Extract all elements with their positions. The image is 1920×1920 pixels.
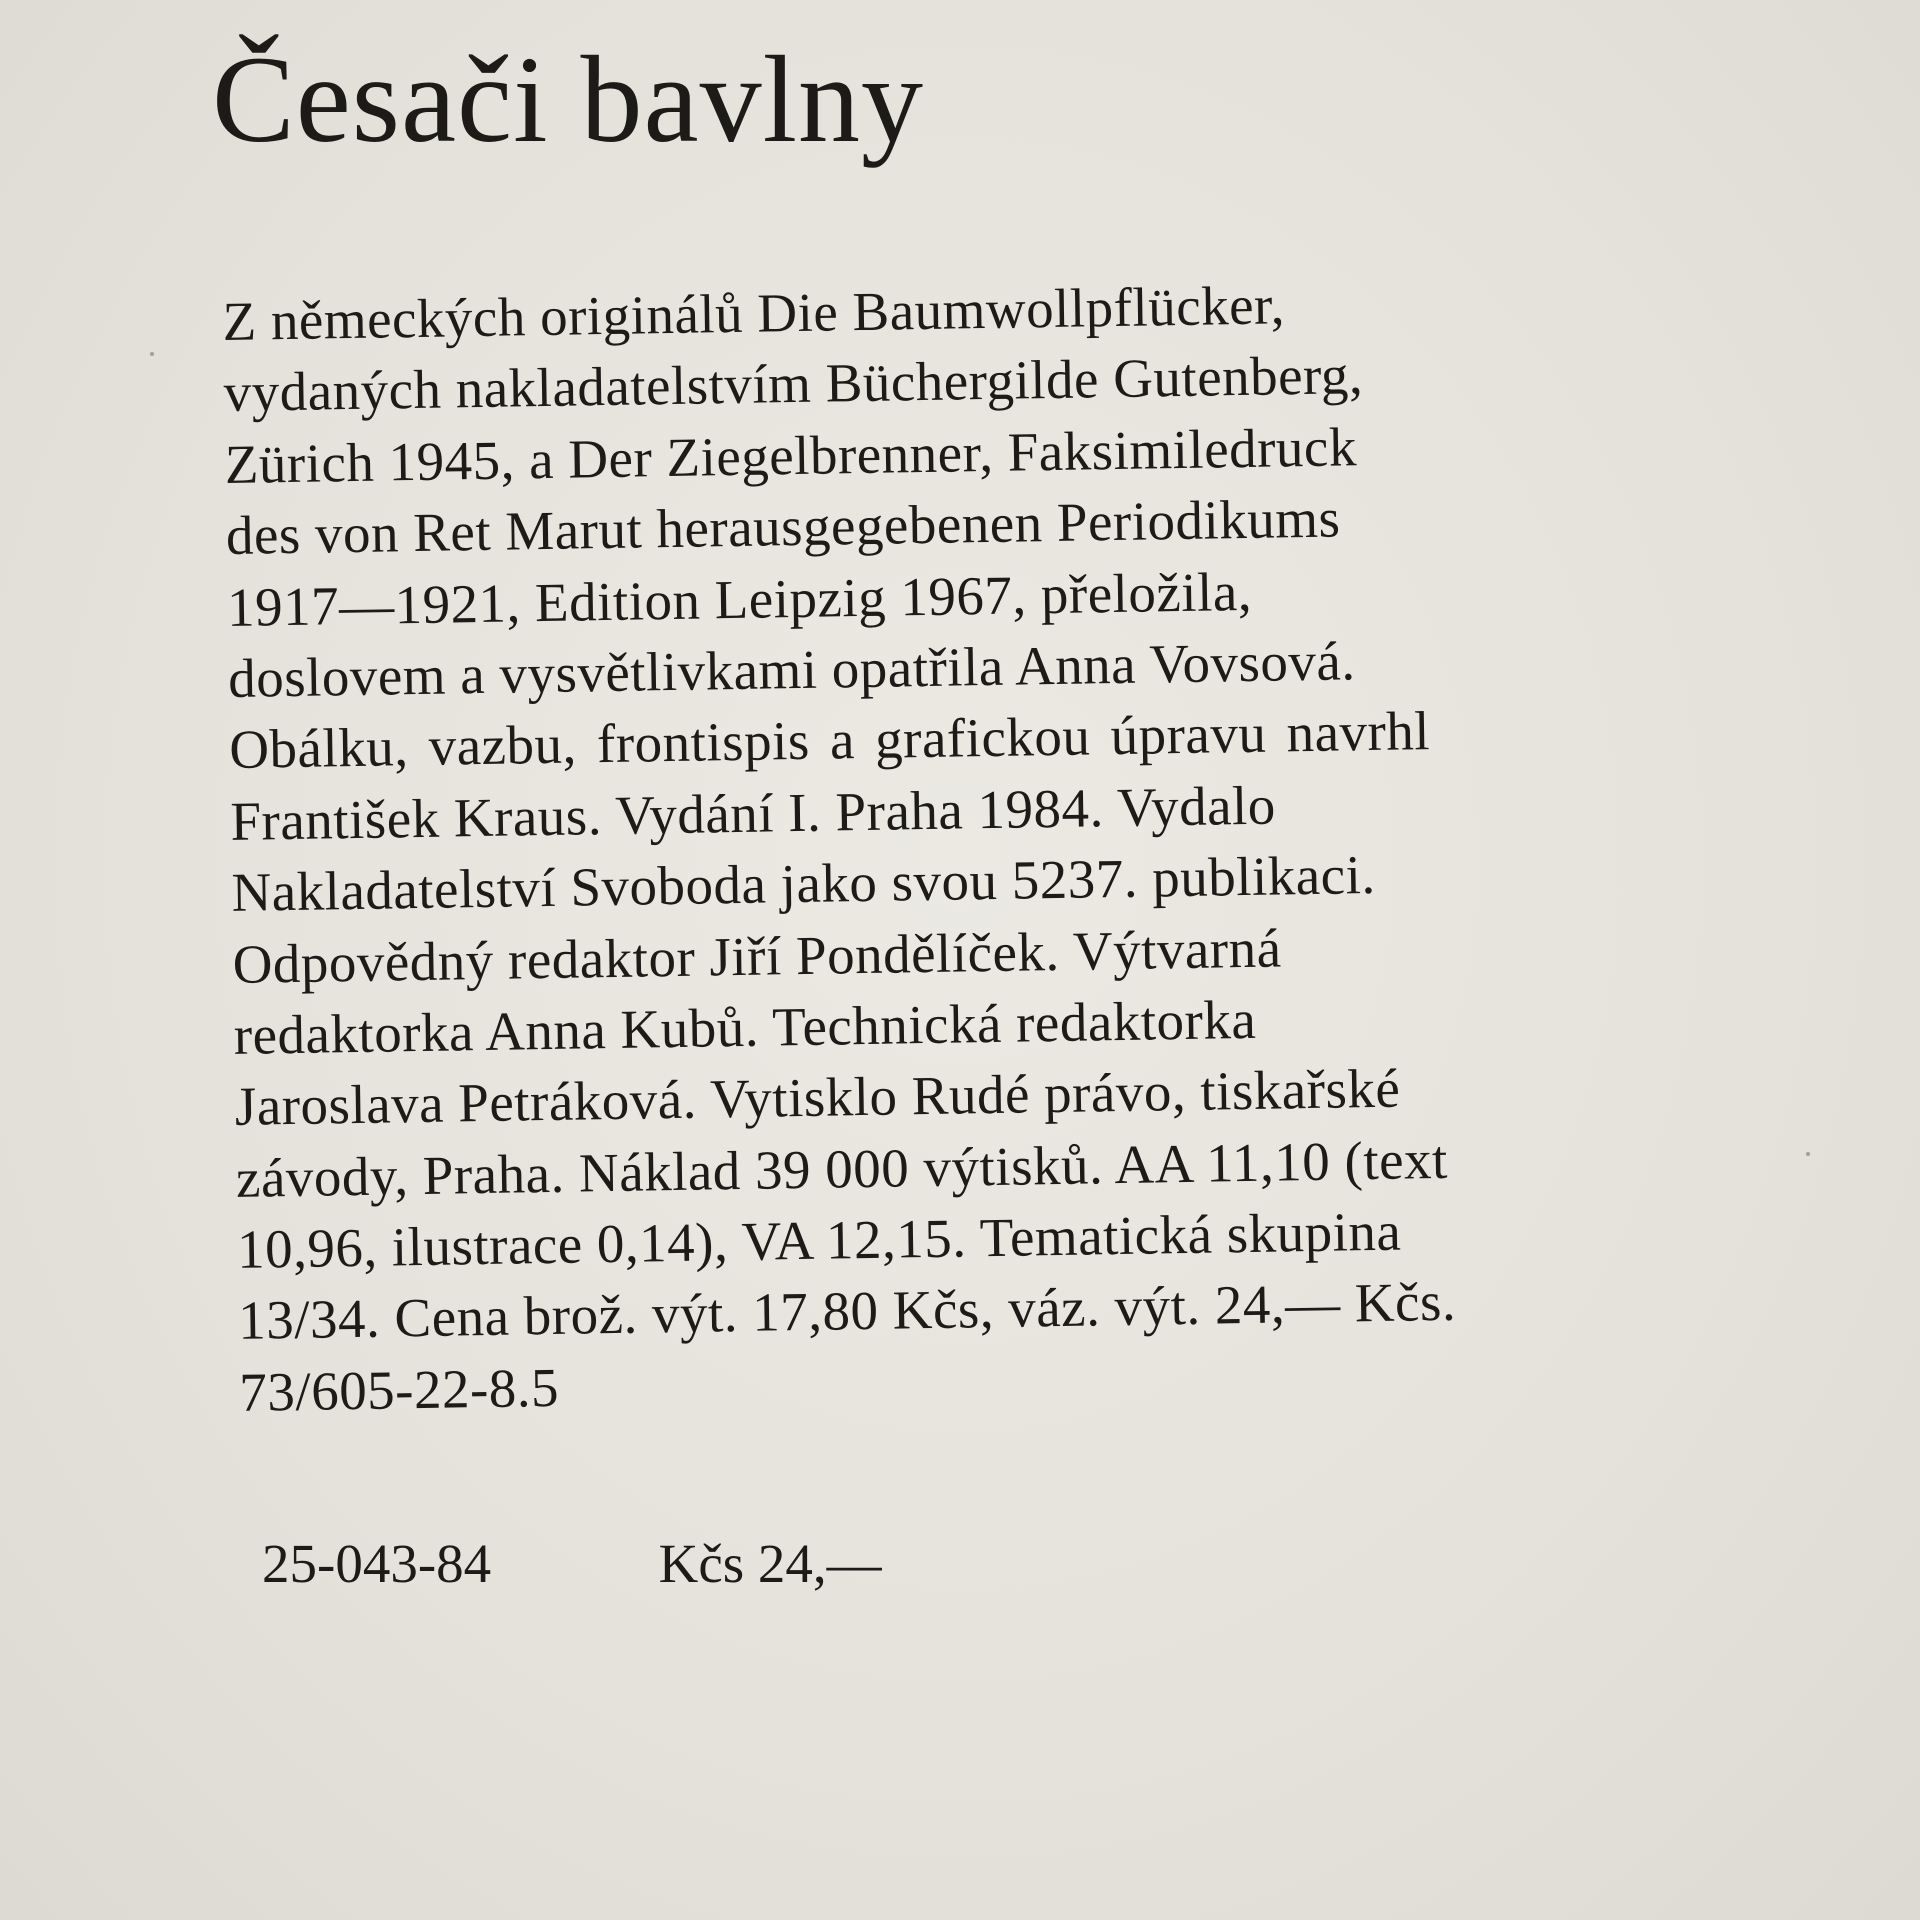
colophon-line: Nakladatelství Svoboda jako svou 5237. publikaci. <box>231 844 1377 924</box>
colophon-line: Obálku, vazbu, frontispis a grafickou úpravu navrhl <box>228 700 1431 781</box>
price: Kčs 24,— <box>658 1533 882 1594</box>
colophon-line: Z německých originálů Die Baumwollpflücker, <box>222 274 1286 352</box>
colophon-line: Jaroslava Petráková. Vytisklo Rudé právo, tiskařské <box>234 1057 1401 1138</box>
book-title: Česači bavlny <box>212 31 925 168</box>
colophon-line: závody, Praha. Náklad 39 000 výtisků. AA 11,10 (text <box>235 1128 1449 1209</box>
colophon-line: Zürich 1945, a Der Ziegelbrenner, Faksimiledruck <box>224 415 1358 495</box>
colophon-line: 13/34. Cena brož. výt. 17,80 Kčs, váz. výt. 24,— Kčs. <box>237 1271 1457 1352</box>
show-through-text <box>1030 30 1041 81</box>
colophon-line: 73/605-22-8.5 <box>238 1356 560 1423</box>
catalog-code: 25-043-84 <box>262 1533 492 1594</box>
colophon-line: doslovem a vysvětlivkami opatřila Anna Vovsová. <box>227 630 1356 709</box>
colophon-line: redaktorka Anna Kubů. Technická redaktorka <box>233 988 1257 1066</box>
colophon <box>222 262 1740 1428</box>
colophon-line: František Kraus. Vydání I. Praha 1984. Vydalo <box>229 774 1277 852</box>
colophon-line: 10,96, ilustrace 0,14), VA 12,15. Tematická skupina <box>236 1200 1402 1280</box>
paper-speck <box>150 352 154 356</box>
paper-speck <box>1806 1152 1810 1156</box>
colophon-line: 1917—1921, Edition Leipzig 1967, přeložila, <box>226 560 1253 638</box>
colophon-line: Odpovědný redaktor Jiří Pondělíček. Výtvarná <box>232 916 1282 995</box>
colophon-line: des von Ret Marut herausgegebenen Periodikums <box>225 487 1341 567</box>
footer-row <box>262 1532 882 1595</box>
colophon-line: vydaných nakladatelstvím Büchergilde Gutenberg, <box>223 344 1364 424</box>
